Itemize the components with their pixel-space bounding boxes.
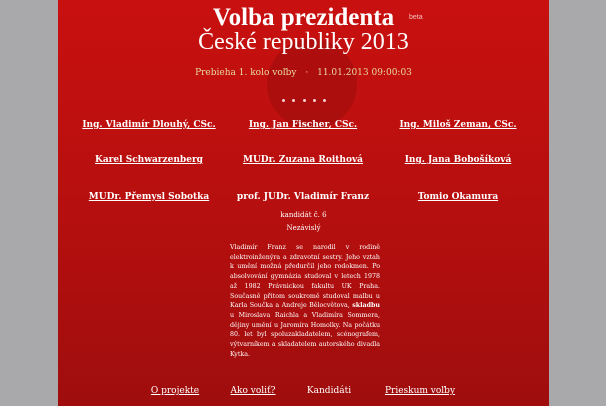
candidate-link-sobotka[interactable]: MUDr. Přemysl Sobotka (88, 192, 210, 202)
carousel-dot[interactable] (313, 99, 316, 102)
candidate-link-dlouhy[interactable]: Ing. Vladimír Dlouhý, CSc. (82, 120, 216, 130)
nav-candidates[interactable]: Kandidáti (306, 386, 352, 396)
bio-bold-text: skladbu (352, 302, 380, 310)
candidate-link-okamura[interactable]: Tomio Okamura (417, 192, 499, 202)
candidate-link-schwarzenberg[interactable]: Karel Schwarzenberg (95, 155, 203, 165)
carousel-dot[interactable] (282, 99, 285, 102)
candidate-link-roithova[interactable]: MUDr. Zuzana Roithová (242, 155, 364, 165)
main-panel (58, 0, 549, 406)
candidate-party: Nezávislý (286, 224, 321, 232)
status-datetime: 11.01.2013 09:00:03 (317, 68, 412, 78)
candidate-link-zeman[interactable]: Ing. Miloš Zeman, CSc. (399, 120, 517, 130)
status-separator: · (305, 68, 309, 78)
round-status (58, 68, 549, 78)
candidate-link-bobosikova[interactable]: Ing. Jana Bobošíková (404, 155, 512, 165)
nav-poll[interactable]: Prieskum voľby (384, 386, 456, 396)
nav-how-to-vote[interactable]: Ako voliť? (230, 386, 276, 396)
carousel-dot[interactable] (323, 99, 326, 102)
carousel-dot[interactable] (303, 99, 306, 102)
candidate-link-fischer[interactable]: Ing. Jan Fischer, CSc. (248, 120, 358, 130)
bio-text: Vladimír Franz se narodil v rodině elektroinženýra a zdravotní sestry. Jeho vztah k umění možná předurčil jeho rodokmen. Po absolvování gymnázia studoval v letech 1978 až 1982 Právnickou fakultu UK Praha. Současně přitom soukromě studoval malbu u Karla Součka a Andreje Bělocvětova, (230, 244, 380, 310)
candidate-bio (230, 243, 380, 359)
candidate-number: kandidát č. 6 (280, 211, 327, 219)
page-title-line1: Volba prezidenta (212, 4, 395, 31)
carousel-dot[interactable] (292, 99, 295, 102)
page-title-line2: České republiky 2013 (198, 29, 409, 55)
bio-text-end: u Miroslava Raichla a Vladimíra Sommera, dějiny umění u Jaromíra Homolky. Na počátku 80. let byl spoluzakladatelem, scénografem, výtvarníkem a skladatelem autorského divadla Kytka. (230, 311, 380, 358)
candidate-link-franz-selected[interactable]: prof. JUDr. Vladimír Franz (236, 192, 370, 202)
carousel-dots (282, 99, 326, 102)
status-text: Prebieha 1. kolo voľby (195, 68, 297, 78)
nav-about-project[interactable]: O projekte (150, 386, 200, 396)
beta-badge: beta (409, 14, 423, 21)
